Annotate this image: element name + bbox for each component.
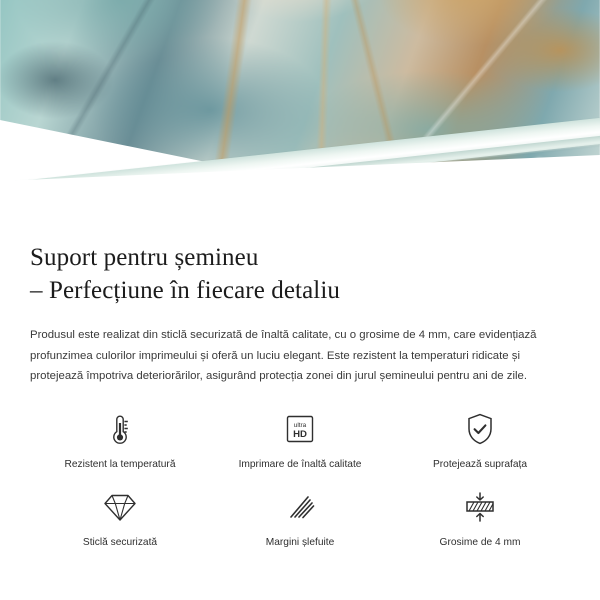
thermometer-icon: [98, 409, 142, 449]
feature-grid: [30, 409, 570, 549]
description-paragraph: Produsul este realizat din sticlă securizată de înaltă calitate, cu o grosime de 4 mm, care evidențiază profunzimea culorilor imprimeului și oferă un luciu elegant. Este rezistent la temperaturi ridicate și protejează împotriva deteriorărilor, asigurând protecția zonei din jurul șemineului pentru ani de zile.: [30, 329, 537, 382]
polished-edges-icon: [278, 487, 322, 527]
shield-check-icon: [458, 409, 502, 449]
page-title-line-2: – Perfecțiune în fiecare detaliu: [30, 277, 340, 304]
svg-text:HD: HD: [293, 428, 307, 440]
feature-label: Imprimare de înaltă calitate: [238, 458, 362, 470]
thickness-4mm-icon: [458, 487, 502, 527]
content-area: [0, 225, 600, 549]
feature-item-tempered-glass: [30, 487, 210, 549]
feature-label: Protejează suprafața: [432, 458, 527, 470]
feature-item-surface-protection: [390, 409, 570, 471]
feature-label: Margini șlefuite: [265, 536, 335, 548]
feature-item-temperature: [30, 409, 210, 471]
feature-item-polished-edges: [210, 487, 390, 549]
page-title-line-1: Suport pentru șemineu: [30, 244, 259, 271]
diamond-icon: [98, 487, 142, 527]
feature-item-print-quality: [210, 409, 390, 471]
feature-label: Sticlă securizată: [82, 536, 158, 548]
feature-item-thickness: [390, 487, 570, 549]
svg-text:ultra: ultra: [293, 421, 307, 429]
ultra-hd-icon: [278, 409, 322, 449]
hero-image: [0, 0, 600, 225]
feature-label: Grosime de 4 mm: [439, 536, 521, 548]
page-title: [30, 225, 570, 307]
feature-label: Rezistent la temperatură: [64, 458, 176, 470]
